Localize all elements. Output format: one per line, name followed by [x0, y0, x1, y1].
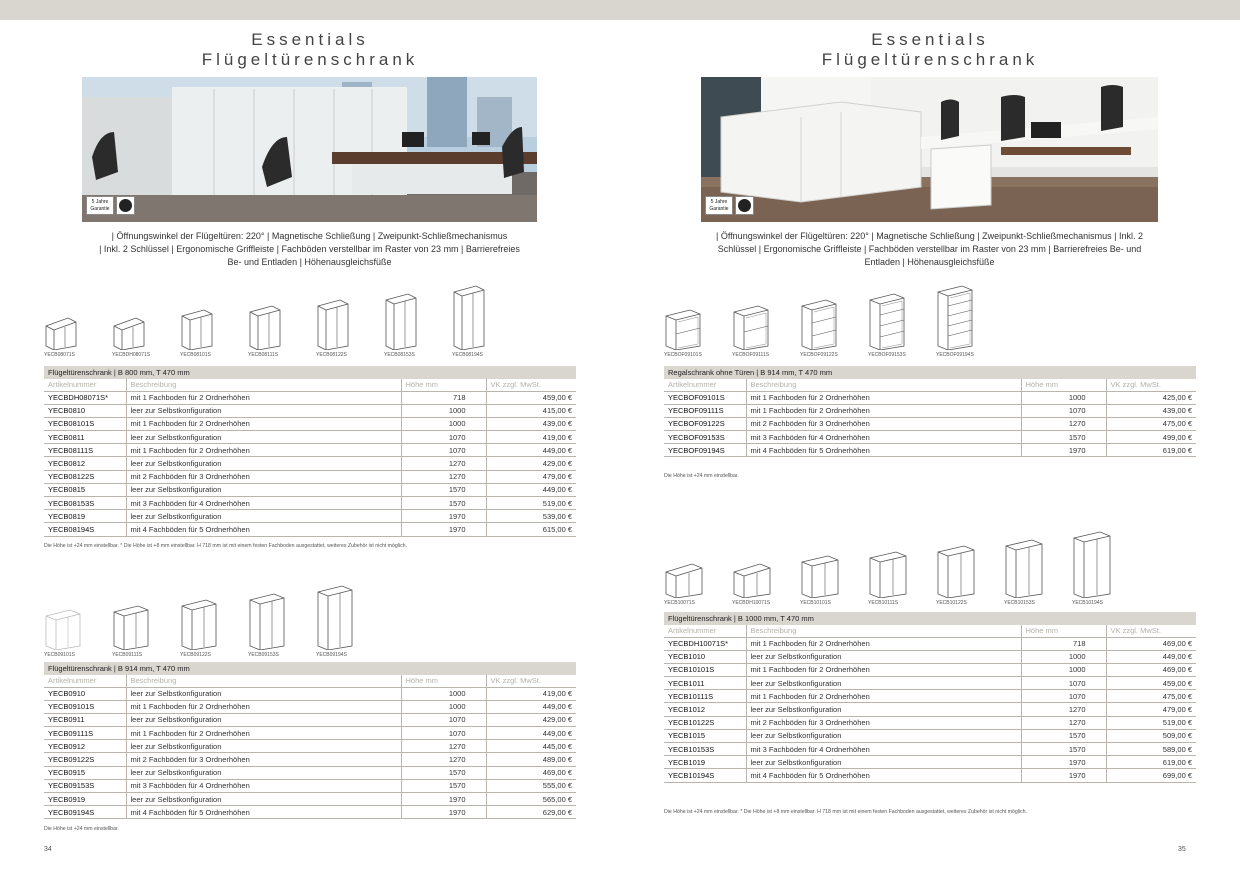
- price-cell: 555,00 €: [486, 779, 576, 792]
- article-number-cell: YECB08194S: [44, 523, 126, 536]
- guarantee-label: Garantie: [90, 206, 110, 212]
- feature-line: | Öffnungswinkel der Flügeltüren: 220° | Magnetische Schließung | Zweipunkt-Schließmechanismus | Inkl. 2: [716, 231, 1143, 241]
- height-cell: 718: [1021, 637, 1106, 650]
- thumb-code: YECB10194S: [1072, 600, 1103, 606]
- thumb-code: YECB08101S: [180, 352, 211, 358]
- price-cell: 449,00 €: [486, 483, 576, 496]
- feature-line: Be- und Entladen | Höhenausgleichsfüße: [227, 257, 392, 267]
- price-cell: 475,00 €: [1106, 417, 1196, 430]
- table-row: [664, 716, 1196, 729]
- col-header-height: Höhe mm: [1021, 625, 1106, 637]
- table-row: [664, 729, 1196, 742]
- price-cell: 629,00 €: [486, 806, 576, 819]
- price-cell: 519,00 €: [486, 497, 576, 510]
- thumb-code: YECB08071S: [44, 352, 75, 358]
- table-row: [44, 806, 576, 819]
- thumbs-800: [44, 288, 544, 358]
- thumbs-1000: [664, 532, 1164, 606]
- price-cell: 469,00 €: [1106, 663, 1196, 676]
- cabinet-thumb: [384, 292, 418, 358]
- description-cell: mit 1 Fachboden für 2 Ordnerhöhen: [746, 663, 1021, 676]
- height-cell: 1970: [401, 523, 486, 536]
- description-cell: mit 3 Fachböden für 4 Ordnerhöhen: [126, 779, 401, 792]
- left-page: [0, 20, 620, 876]
- height-cell: 1270: [401, 753, 486, 766]
- article-number-cell: YECB09111S: [44, 727, 126, 740]
- description-cell: mit 2 Fachböden für 3 Ordnerhöhen: [746, 716, 1021, 729]
- top-band: [0, 0, 1240, 20]
- col-header-article: Artikelnummer: [44, 379, 126, 391]
- height-cell: 1970: [1021, 444, 1106, 457]
- table-row: [44, 523, 576, 536]
- price-cell: 439,00 €: [1106, 404, 1196, 417]
- height-cell: 1070: [401, 727, 486, 740]
- description-cell: mit 1 Fachboden für 2 Ordnerhöhen: [746, 637, 1021, 650]
- table-row: [44, 470, 576, 483]
- thumb-code: YECB09153S: [248, 652, 279, 658]
- price-cell: 429,00 €: [486, 713, 576, 726]
- open-shelf-thumb: [936, 284, 974, 358]
- height-cell: 1270: [1021, 703, 1106, 716]
- col-header-height: Höhe mm: [1021, 379, 1106, 391]
- certification-seal-icon: [116, 196, 135, 215]
- article-number-cell: YECB0815: [44, 483, 126, 496]
- height-cell: 1000: [401, 700, 486, 713]
- price-cell: 619,00 €: [1106, 756, 1196, 769]
- height-cell: 1070: [401, 713, 486, 726]
- description-cell: mit 1 Fachboden für 2 Ordnerhöhen: [126, 391, 401, 404]
- description-cell: mit 1 Fachboden für 2 Ordnerhöhen: [746, 391, 1021, 404]
- feature-line: Schlüssel | Ergonomische Griffleiste | Fachböden verstellbar im Raster von 23 mm | Barrierefreies Be- und: [717, 244, 1142, 254]
- height-cell: 1070: [1021, 404, 1106, 417]
- table-row: [44, 713, 576, 726]
- thumb-code: YECB08153S: [384, 352, 415, 358]
- col-header-article: Artikelnummer: [44, 675, 126, 687]
- guarantee-badge: [705, 196, 754, 215]
- cabinet-thumb: [248, 592, 286, 658]
- feature-line: | Inkl. 2 Schlüssel | Ergonomische Griffleiste | Fachböden verstellbar im Raster von 23 mm | Barrierefreies: [99, 244, 520, 254]
- table-footnote: Die Höhe ist +24 mm einstellbar. * Die Höhe ist +8 mm einstellbar. H 718 mm ist mit einem festen Fachboden ausgestattet, weiteres Zubehör ist nicht möglich.: [44, 543, 408, 549]
- table-row: [44, 727, 576, 740]
- price-cell: 449,00 €: [486, 727, 576, 740]
- height-cell: 1000: [401, 417, 486, 430]
- table-row: [44, 793, 576, 806]
- thumb-code: YECBOF09153S: [868, 352, 906, 358]
- col-header-price: VK zzgl. MwSt.: [1106, 625, 1196, 637]
- article-number-cell: YECB10153S: [664, 743, 746, 756]
- description-cell: mit 1 Fachboden für 2 Ordnerhöhen: [126, 417, 401, 430]
- table-row: [664, 703, 1196, 716]
- article-number-cell: YECB08111S: [44, 444, 126, 457]
- description-cell: leer zur Selbstkonfiguration: [126, 404, 401, 417]
- article-number-cell: YECB1019: [664, 756, 746, 769]
- table-body: [664, 391, 1196, 457]
- price-cell: 469,00 €: [486, 766, 576, 779]
- guarantee-box: [705, 196, 733, 215]
- price-cell: 499,00 €: [1106, 431, 1196, 444]
- thumb-code: YECBDH08071S: [112, 352, 151, 358]
- table-caption: Regalschrank ohne Türen | B 914 mm, T 470 mm: [664, 366, 1196, 379]
- cabinet-thumb: [316, 298, 350, 358]
- height-cell: 1570: [401, 497, 486, 510]
- col-header-description: Beschreibung: [746, 379, 1021, 391]
- height-cell: 1570: [1021, 743, 1106, 756]
- col-header-description: Beschreibung: [746, 625, 1021, 637]
- thumb-code: YECB08122S: [316, 352, 347, 358]
- table-footnote: Die Höhe ist +24 mm einstellbar.: [44, 826, 119, 832]
- table-row: [44, 444, 576, 457]
- height-cell: 1570: [1021, 729, 1106, 742]
- description-cell: mit 1 Fachboden für 2 Ordnerhöhen: [126, 700, 401, 713]
- price-cell: 439,00 €: [486, 417, 576, 430]
- thumb-code: YECBOF09101S: [664, 352, 702, 358]
- article-number-cell: YECB0912: [44, 740, 126, 753]
- price-cell: 519,00 €: [1106, 716, 1196, 729]
- description-cell: leer zur Selbstkonfiguration: [746, 650, 1021, 663]
- description-cell: leer zur Selbstkonfiguration: [126, 766, 401, 779]
- table-footnote: Die Höhe ist +24 mm einstellbar. * Die Höhe ist +8 mm einstellbar. H 718 mm ist mit einem festen Fachboden ausgestattet, weiteres Zubehör ist nicht möglich.: [664, 809, 1028, 815]
- col-header-height: Höhe mm: [401, 379, 486, 391]
- table-caption: Flügeltürenschrank | B 914 mm, T 470 mm: [44, 662, 576, 675]
- thumb-code: YECB10111S: [868, 600, 899, 606]
- article-number-cell: YECB10122S: [664, 716, 746, 729]
- article-number-cell: YECB10194S: [664, 769, 746, 782]
- height-cell: 1970: [401, 793, 486, 806]
- cabinet-thumb: [44, 608, 82, 658]
- description-cell: mit 3 Fachböden für 4 Ordnerhöhen: [746, 431, 1021, 444]
- description-cell: mit 2 Fachböden für 3 Ordnerhöhen: [746, 417, 1021, 430]
- guarantee-years: 5 Jahre: [710, 199, 728, 205]
- product-photo-office-white-cabinets: [82, 77, 537, 222]
- article-number-cell: YECB0810: [44, 404, 126, 417]
- article-number-cell: YECB0811: [44, 431, 126, 444]
- description-cell: mit 1 Fachboden für 2 Ordnerhöhen: [126, 444, 401, 457]
- price-cell: 479,00 €: [1106, 703, 1196, 716]
- table-row: [44, 779, 576, 792]
- open-shelf-thumb: [664, 308, 702, 358]
- thumb-code: YECB10153S: [1004, 600, 1035, 606]
- table-row: [664, 677, 1196, 690]
- article-number-cell: YECB0919: [44, 793, 126, 806]
- table-row: [664, 743, 1196, 756]
- cabinet-thumb: [316, 584, 354, 658]
- table-row: [44, 766, 576, 779]
- table-footnote: Die Höhe ist +24 mm einstellbar.: [664, 473, 739, 479]
- table-row: [44, 510, 576, 523]
- price-cell: 419,00 €: [486, 687, 576, 700]
- table-row: [44, 497, 576, 510]
- open-shelf-thumb: [800, 298, 838, 358]
- table-row: [664, 391, 1196, 404]
- open-shelf-thumb: [868, 292, 906, 358]
- height-cell: 1970: [1021, 756, 1106, 769]
- price-cell: 699,00 €: [1106, 769, 1196, 782]
- article-number-cell: YECB1012: [664, 703, 746, 716]
- description-cell: leer zur Selbstkonfiguration: [746, 729, 1021, 742]
- col-header-article: Artikelnummer: [664, 625, 746, 637]
- height-cell: 1270: [401, 740, 486, 753]
- description-cell: mit 2 Fachböden für 3 Ordnerhöhen: [126, 470, 401, 483]
- right-page: [620, 20, 1240, 876]
- height-cell: 1070: [401, 431, 486, 444]
- price-table-regal: [664, 366, 1196, 457]
- table-row: [44, 431, 576, 444]
- cabinet-thumb: [868, 550, 908, 606]
- article-number-cell: YECBOF09194S: [664, 444, 746, 457]
- height-cell: 1970: [401, 806, 486, 819]
- page-number: 34: [44, 846, 52, 853]
- thumb-code: YECB09101S: [44, 652, 75, 658]
- guarantee-badge: [86, 196, 135, 215]
- article-number-cell: YECBDH10071S*: [664, 637, 746, 650]
- price-cell: 449,00 €: [486, 444, 576, 457]
- description-cell: leer zur Selbstkonfiguration: [126, 431, 401, 444]
- height-cell: 1270: [401, 470, 486, 483]
- feature-list: [701, 230, 1158, 269]
- table-row: [44, 753, 576, 766]
- description-cell: mit 2 Fachböden für 3 Ordnerhöhen: [126, 753, 401, 766]
- thumbs-914: [44, 588, 444, 658]
- page-title-line1: Essentials: [251, 30, 369, 49]
- cabinet-thumb: [800, 554, 840, 606]
- height-cell: 1000: [401, 404, 486, 417]
- article-number-cell: YECB10101S: [664, 663, 746, 676]
- table-row: [44, 417, 576, 430]
- description-cell: leer zur Selbstkonfiguration: [126, 483, 401, 496]
- description-cell: leer zur Selbstkonfiguration: [126, 793, 401, 806]
- table-body: [44, 687, 576, 819]
- cabinet-thumb: [732, 562, 772, 606]
- price-cell: 475,00 €: [1106, 690, 1196, 703]
- price-cell: 589,00 €: [1106, 743, 1196, 756]
- article-number-cell: YECB09122S: [44, 753, 126, 766]
- price-cell: 415,00 €: [486, 404, 576, 417]
- height-cell: 1970: [1021, 769, 1106, 782]
- article-number-cell: YECB0910: [44, 687, 126, 700]
- page-title-line2: Flügeltürenschrank: [201, 50, 419, 69]
- height-cell: 1070: [1021, 677, 1106, 690]
- price-cell: 469,00 €: [1106, 637, 1196, 650]
- cabinet-thumb: [936, 544, 976, 606]
- table-row: [44, 700, 576, 713]
- price-cell: 449,00 €: [1106, 650, 1196, 663]
- price-cell: 509,00 €: [1106, 729, 1196, 742]
- article-number-cell: YECBOF09111S: [664, 404, 746, 417]
- height-cell: 1270: [401, 457, 486, 470]
- price-cell: 419,00 €: [486, 431, 576, 444]
- article-number-cell: YECB08122S: [44, 470, 126, 483]
- height-cell: 1000: [1021, 663, 1106, 676]
- price-table-1000: [664, 612, 1196, 783]
- article-number-cell: YECB1011: [664, 677, 746, 690]
- table-row: [664, 404, 1196, 417]
- height-cell: 1570: [401, 483, 486, 496]
- height-cell: 1970: [401, 510, 486, 523]
- certification-seal-icon: [735, 196, 754, 215]
- guarantee-years: 5 Jahre: [91, 199, 109, 205]
- description-cell: mit 4 Fachböden für 5 Ordnerhöhen: [126, 523, 401, 536]
- table-row: [664, 663, 1196, 676]
- description-cell: mit 3 Fachböden für 4 Ordnerhöhen: [126, 497, 401, 510]
- table-row: [664, 431, 1196, 444]
- height-cell: 1270: [1021, 716, 1106, 729]
- price-cell: 619,00 €: [1106, 444, 1196, 457]
- description-cell: mit 1 Fachboden für 2 Ordnerhöhen: [746, 404, 1021, 417]
- table-caption: Flügeltürenschrank | B 800 mm, T 470 mm: [44, 366, 576, 379]
- height-cell: 1000: [1021, 650, 1106, 663]
- page-title-line2: Flügeltürenschrank: [821, 50, 1039, 69]
- article-number-cell: YECB0915: [44, 766, 126, 779]
- cabinet-thumb: [112, 316, 151, 358]
- description-cell: leer zur Selbstkonfiguration: [126, 713, 401, 726]
- table-caption: Flügeltürenschrank | B 1000 mm, T 470 mm: [664, 612, 1196, 625]
- table-row: [44, 457, 576, 470]
- thumb-code: YECB09194S: [316, 652, 347, 658]
- description-cell: leer zur Selbstkonfiguration: [746, 677, 1021, 690]
- thumb-code: YECB08111S: [248, 352, 279, 358]
- table-row: [664, 756, 1196, 769]
- description-cell: mit 1 Fachboden für 2 Ordnerhöhen: [746, 690, 1021, 703]
- cabinet-thumb: [1072, 530, 1112, 606]
- article-number-cell: YECB0819: [44, 510, 126, 523]
- height-cell: 1570: [401, 766, 486, 779]
- article-number-cell: YECB09194S: [44, 806, 126, 819]
- article-number-cell: YECBOF09101S: [664, 391, 746, 404]
- table-row: [664, 417, 1196, 430]
- table-row: [44, 740, 576, 753]
- table-row: [44, 391, 576, 404]
- price-cell: 459,00 €: [486, 391, 576, 404]
- table-row: [44, 687, 576, 700]
- price-cell: 445,00 €: [486, 740, 576, 753]
- description-cell: mit 4 Fachböden für 5 Ordnerhöhen: [746, 769, 1021, 782]
- price-cell: 489,00 €: [486, 753, 576, 766]
- table-row: [664, 690, 1196, 703]
- table-body: [664, 637, 1196, 782]
- thumb-code: YECBDH10071S: [732, 600, 771, 606]
- description-cell: leer zur Selbstkonfiguration: [126, 740, 401, 753]
- table-body: [44, 391, 576, 536]
- page-number: 35: [1178, 846, 1186, 853]
- description-cell: mit 4 Fachböden für 5 Ordnerhöhen: [746, 444, 1021, 457]
- article-number-cell: YECB08153S: [44, 497, 126, 510]
- table-row: [664, 444, 1196, 457]
- table-row: [44, 404, 576, 417]
- height-cell: 1270: [1021, 417, 1106, 430]
- feature-line: Entladen | Höhenausgleichsfüße: [864, 257, 995, 267]
- open-shelf-thumb: [732, 304, 770, 358]
- description-cell: leer zur Selbstkonfiguration: [746, 703, 1021, 716]
- cabinet-thumb: [180, 598, 218, 658]
- cabinet-thumb: [180, 308, 214, 358]
- article-number-cell: YECBDH08071S*: [44, 391, 126, 404]
- cabinet-thumb: [664, 562, 704, 606]
- price-cell: 449,00 €: [486, 700, 576, 713]
- description-cell: mit 3 Fachböden für 4 Ordnerhöhen: [746, 743, 1021, 756]
- article-number-cell: YECB0812: [44, 457, 126, 470]
- article-number-cell: YECB1015: [664, 729, 746, 742]
- description-cell: leer zur Selbstkonfiguration: [746, 756, 1021, 769]
- thumb-code: YECB10071S: [664, 600, 695, 606]
- col-header-price: VK zzgl. MwSt.: [1106, 379, 1196, 391]
- thumb-code: YECBOF09122S: [800, 352, 838, 358]
- article-number-cell: YECB09101S: [44, 700, 126, 713]
- description-cell: mit 1 Fachboden für 2 Ordnerhöhen: [126, 727, 401, 740]
- price-cell: 565,00 €: [486, 793, 576, 806]
- product-photo-office-low-cabinets: [701, 77, 1158, 222]
- cabinet-thumb: [452, 284, 486, 358]
- price-cell: 615,00 €: [486, 523, 576, 536]
- thumbs-regal: [664, 288, 1064, 358]
- height-cell: 718: [401, 391, 486, 404]
- height-cell: 1070: [401, 444, 486, 457]
- table-row: [664, 769, 1196, 782]
- price-cell: 479,00 €: [486, 470, 576, 483]
- col-header-description: Beschreibung: [126, 379, 401, 391]
- guarantee-box: [86, 196, 114, 215]
- article-number-cell: YECB08101S: [44, 417, 126, 430]
- article-number-cell: YECB09153S: [44, 779, 126, 792]
- height-cell: 1070: [1021, 690, 1106, 703]
- cabinet-thumb: [112, 604, 150, 658]
- price-cell: 459,00 €: [1106, 677, 1196, 690]
- thumb-code: YECB09122S: [180, 652, 211, 658]
- cabinet-thumb: [1004, 538, 1044, 606]
- price-table-800: [44, 366, 576, 537]
- guarantee-label: Garantie: [709, 206, 729, 212]
- col-header-height: Höhe mm: [401, 675, 486, 687]
- thumb-code: YECB09111S: [112, 652, 143, 658]
- col-header-description: Beschreibung: [126, 675, 401, 687]
- thumb-code: YECBOF09111S: [732, 352, 770, 358]
- price-cell: 539,00 €: [486, 510, 576, 523]
- page-title-line1: Essentials: [871, 30, 989, 49]
- description-cell: leer zur Selbstkonfiguration: [126, 457, 401, 470]
- thumb-code: YECB08194S: [452, 352, 483, 358]
- feature-line: | Öffnungswinkel der Flügeltüren: 220° | Magnetische Schließung | Zweipunkt-Schließmechanismus: [111, 231, 508, 241]
- col-header-article: Artikelnummer: [664, 379, 746, 391]
- thumb-code: YECBOF09194S: [936, 352, 974, 358]
- description-cell: leer zur Selbstkonfiguration: [126, 510, 401, 523]
- height-cell: 1570: [401, 779, 486, 792]
- article-number-cell: YECBOF09122S: [664, 417, 746, 430]
- price-cell: 429,00 €: [486, 457, 576, 470]
- description-cell: mit 4 Fachböden für 5 Ordnerhöhen: [126, 806, 401, 819]
- height-cell: 1570: [1021, 431, 1106, 444]
- price-cell: 425,00 €: [1106, 391, 1196, 404]
- article-number-cell: YECBOF09153S: [664, 431, 746, 444]
- article-number-cell: YECB0911: [44, 713, 126, 726]
- article-number-cell: YECB1010: [664, 650, 746, 663]
- cabinet-thumb: [44, 316, 78, 358]
- thumb-code: YECB10122S: [936, 600, 967, 606]
- height-cell: 1000: [1021, 391, 1106, 404]
- article-number-cell: YECB10111S: [664, 690, 746, 703]
- table-row: [664, 637, 1196, 650]
- feature-list: [82, 230, 537, 269]
- col-header-price: VK zzgl. MwSt.: [486, 675, 576, 687]
- table-row: [664, 650, 1196, 663]
- cabinet-thumb: [248, 304, 282, 358]
- price-table-914: [44, 662, 576, 819]
- description-cell: leer zur Selbstkonfiguration: [126, 687, 401, 700]
- thumb-code: YECB10101S: [800, 600, 831, 606]
- col-header-price: VK zzgl. MwSt.: [486, 379, 576, 391]
- table-row: [44, 483, 576, 496]
- height-cell: 1000: [401, 687, 486, 700]
